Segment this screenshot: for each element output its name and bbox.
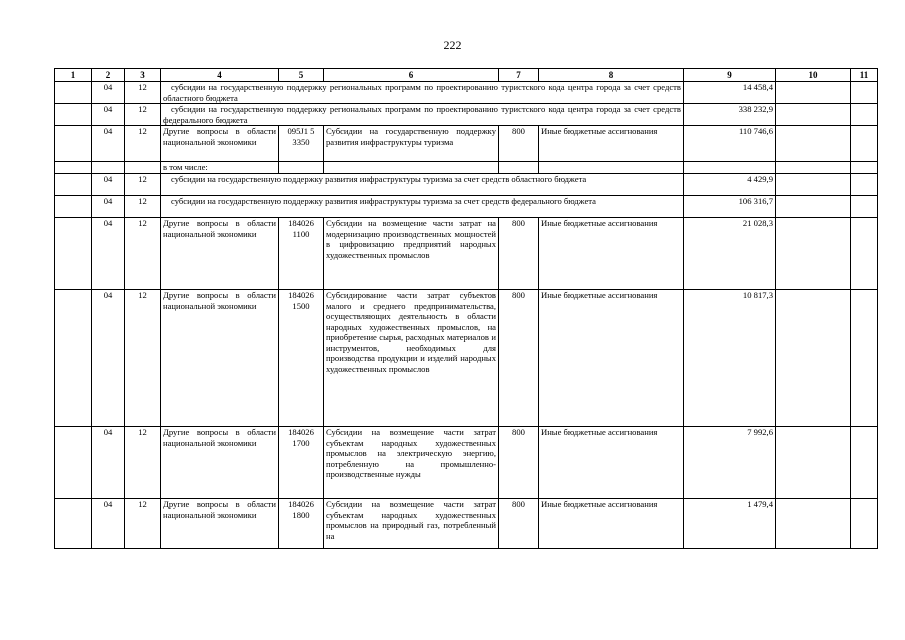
cell-col-10 [776, 196, 851, 218]
cell-col-1 [55, 427, 92, 499]
cell-amount: 106 316,7 [684, 196, 776, 218]
cell-col-10 [776, 104, 851, 126]
cell-target-code: 184026 1500 [279, 290, 324, 427]
column-header-2: 2 [92, 69, 125, 82]
cell-expense-type: Иные бюджетные ассигнования [539, 499, 684, 549]
cell-program-name: Другие вопросы в области национальной экономики [161, 499, 279, 549]
cell-section: 04 [92, 174, 125, 196]
cell-col-10 [776, 174, 851, 196]
cell-subsection: 12 [125, 499, 161, 549]
cell-section [92, 162, 125, 174]
cell-subsection: 12 [125, 290, 161, 427]
subsidy-description: субсидии на государственную поддержку развития инфраструктуры туризма за счет средств федерального бюджета [161, 196, 684, 218]
cell-section: 04 [92, 126, 125, 162]
cell-col-11 [851, 290, 878, 427]
cell-amount [684, 162, 776, 174]
cell-target-code: 184026 1700 [279, 427, 324, 499]
cell-expense-description: Субсидии на возмещение части затрат на модернизацию производственных мощностей в цифровизацию предприятий народных художественных промыслов [324, 218, 499, 290]
cell-expense-type-code: 800 [499, 290, 539, 427]
cell-amount: 4 429,9 [684, 174, 776, 196]
table-row [55, 162, 878, 174]
cell-amount: 14 458,4 [684, 82, 776, 104]
cell-col-11 [851, 162, 878, 174]
cell-expense-description: Субсидии на возмещение части затрат субъектам народных художественных промыслов на электрическую энергию, потребленную на промышленно-производственные нужды [324, 427, 499, 499]
note-text: в том числе: [161, 162, 279, 174]
column-header-1: 1 [55, 69, 92, 82]
cell-subsection: 12 [125, 196, 161, 218]
column-header-6: 6 [324, 69, 499, 82]
table-row [55, 104, 878, 126]
column-header-8: 8 [539, 69, 684, 82]
table-row [55, 218, 878, 290]
cell-expense-type: Иные бюджетные ассигнования [539, 218, 684, 290]
cell-col-1 [55, 196, 92, 218]
cell-program-name: Другие вопросы в области национальной экономики [161, 218, 279, 290]
table-row [55, 126, 878, 162]
cell-col-10 [776, 82, 851, 104]
cell-expense-type-code: 800 [499, 218, 539, 290]
cell-col-10 [776, 126, 851, 162]
cell-amount: 1 479,4 [684, 499, 776, 549]
cell-col-10 [776, 499, 851, 549]
cell-target-code: 184026 1800 [279, 499, 324, 549]
cell-col-11 [851, 104, 878, 126]
cell-section: 04 [92, 104, 125, 126]
cell-program-name: Другие вопросы в области национальной экономики [161, 126, 279, 162]
column-header-9: 9 [684, 69, 776, 82]
table-row [55, 196, 878, 218]
cell-subsection: 12 [125, 104, 161, 126]
cell-amount: 338 232,9 [684, 104, 776, 126]
cell-expense-type-code: 800 [499, 499, 539, 549]
cell-subsection: 12 [125, 218, 161, 290]
cell-expense-type: Иные бюджетные ассигнования [539, 290, 684, 427]
cell-col-10 [776, 290, 851, 427]
cell-program-name: Другие вопросы в области национальной экономики [161, 427, 279, 499]
cell-col-11 [851, 82, 878, 104]
column-header-7: 7 [499, 69, 539, 82]
cell-amount: 21 028,3 [684, 218, 776, 290]
cell-col-10 [776, 162, 851, 174]
column-header-4: 4 [161, 69, 279, 82]
cell-col-11 [851, 126, 878, 162]
cell-col-6 [324, 162, 499, 174]
cell-section: 04 [92, 427, 125, 499]
cell-expense-type: Иные бюджетные ассигнования [539, 126, 684, 162]
cell-col-11 [851, 174, 878, 196]
cell-subsection [125, 162, 161, 174]
table-row [55, 499, 878, 549]
cell-target-code: 184026 1100 [279, 218, 324, 290]
table-row [55, 174, 878, 196]
cell-expense-description: Субсидирование части затрат субъектов малого и среднего предпринимательства, осуществляющих деятельность в области народных художественных промыслов, на приобретение сырья, расходных материалов и инструментов, необходимых для производства продукции и изделий народных художественных промыслов [324, 290, 499, 427]
table-row [55, 427, 878, 499]
cell-expense-type: Иные бюджетные ассигнования [539, 427, 684, 499]
cell-col-1 [55, 82, 92, 104]
cell-amount: 10 817,3 [684, 290, 776, 427]
column-header-10: 10 [776, 69, 851, 82]
cell-col-1 [55, 290, 92, 427]
cell-col-8 [539, 162, 684, 174]
cell-section: 04 [92, 499, 125, 549]
column-header-11: 11 [851, 69, 878, 82]
cell-subsection: 12 [125, 174, 161, 196]
page-number: 222 [443, 38, 462, 52]
header-row [55, 69, 878, 82]
cell-expense-description: Субсидии на государственную поддержку развития инфраструктуры туризма [324, 126, 499, 162]
cell-col-5 [279, 162, 324, 174]
column-header-3: 3 [125, 69, 161, 82]
cell-amount: 7 992,6 [684, 427, 776, 499]
cell-col-10 [776, 218, 851, 290]
cell-expense-type-code: 800 [499, 126, 539, 162]
cell-col-1 [55, 218, 92, 290]
cell-col-10 [776, 427, 851, 499]
cell-expense-type-code: 800 [499, 427, 539, 499]
cell-section: 04 [92, 82, 125, 104]
cell-subsection: 12 [125, 82, 161, 104]
cell-program-name: Другие вопросы в области национальной экономики [161, 290, 279, 427]
cell-col-1 [55, 126, 92, 162]
budget-table [54, 68, 878, 549]
table-row [55, 82, 878, 104]
cell-section: 04 [92, 196, 125, 218]
subsidy-description: субсидии на государственную поддержку региональных программ по проектированию туристского кода центра города за счет средств областного бюджета [161, 82, 684, 104]
cell-subsection: 12 [125, 427, 161, 499]
cell-target-code: 095J1 5 3350 [279, 126, 324, 162]
subsidy-description: субсидии на государственную поддержку региональных программ по проектированию туристского кода центра города за счет средств федерального бюджета [161, 104, 684, 126]
cell-col-11 [851, 499, 878, 549]
cell-col-1 [55, 104, 92, 126]
cell-subsection: 12 [125, 126, 161, 162]
cell-section: 04 [92, 218, 125, 290]
column-header-5: 5 [279, 69, 324, 82]
cell-amount: 110 746,6 [684, 126, 776, 162]
table-row [55, 290, 878, 427]
cell-col-11 [851, 218, 878, 290]
cell-col-11 [851, 427, 878, 499]
cell-col-1 [55, 174, 92, 196]
cell-expense-description: Субсидии на возмещение части затрат субъектам народных художественных промыслов на природный газ, потребленный на [324, 499, 499, 549]
subsidy-description: субсидии на государственную поддержку развития инфраструктуры туризма за счет средств областного бюджета [161, 174, 684, 196]
cell-section: 04 [92, 290, 125, 427]
cell-col-1 [55, 162, 92, 174]
cell-col-7 [499, 162, 539, 174]
cell-col-1 [55, 499, 92, 549]
cell-col-11 [851, 196, 878, 218]
